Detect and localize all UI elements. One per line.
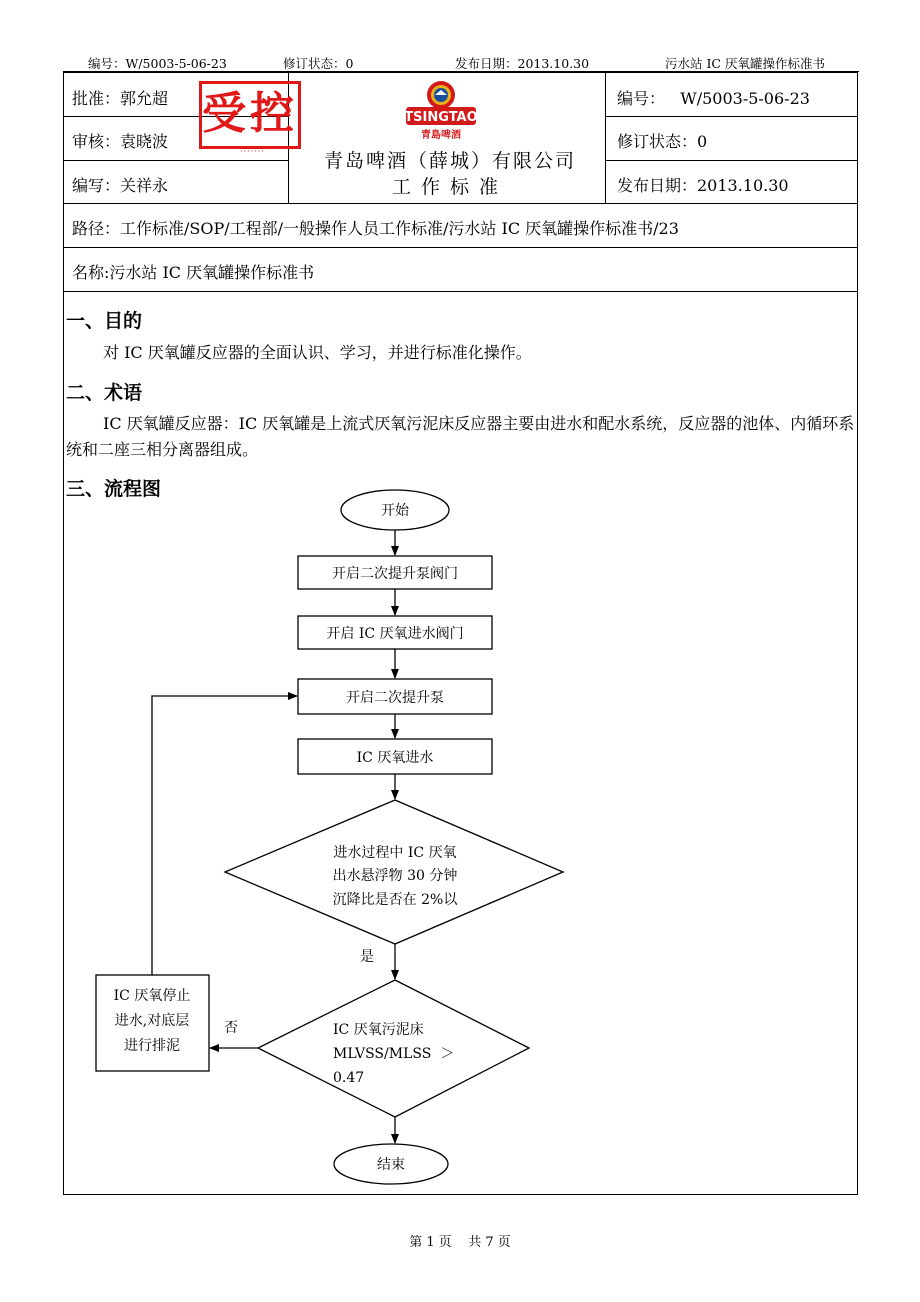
section-3-title: 三、流程图 <box>66 478 162 500</box>
flow-step4-label: IC 厌氧进水 <box>356 750 434 766</box>
write-cell: 编写：关祥永 <box>72 176 169 195</box>
flow-step1-label: 开启二次提升泵阀门 <box>332 566 458 582</box>
header-doc-title: 污水站 IC 厌氧罐操作标准书 <box>665 56 825 71</box>
flow-decision1-line1: 进水过程中 IC 厌氧 <box>333 845 457 861</box>
date-cell: 发布日期：2013.10.30 <box>617 176 789 195</box>
header-code: 编号：W/5003-5-06-23 <box>88 56 227 71</box>
flow-side-line1: IC 厌氧停止 <box>113 988 191 1004</box>
revision-cell: 修订状态：0 <box>617 132 708 151</box>
company-name: 青岛啤酒（薛城）有限公司 <box>323 150 576 172</box>
header-revision: 修订状态：0 <box>283 56 354 71</box>
controlled-stamp: 受控 <box>199 81 301 149</box>
flow-decision1-line2: 出水悬浮物 30 分钟 <box>332 868 458 884</box>
flow-yes-label: 是 <box>360 949 374 965</box>
standard-label: 工作标准 <box>391 176 508 198</box>
section-2-title: 二、术语 <box>66 382 143 404</box>
flow-step3-label: 开启二次提升泵 <box>346 690 444 706</box>
flow-end-label: 结束 <box>377 1157 405 1173</box>
review-cell: 审核：袁晓波 <box>72 132 169 151</box>
page-footer: 第 1 页 共 7 页 <box>409 1235 511 1250</box>
header-date: 发布日期：2013.10.30 <box>455 56 590 71</box>
stamp-dots: ······· <box>240 147 265 156</box>
section-2-text: IC 厌氧罐反应器：IC 厌氧罐是上流式厌氧污泥床反应器主要由进水和配水系统，反应器的池体、内循环系统和二座三相分离器组成。 <box>66 414 855 459</box>
logo-brand-text: TSINGTAO <box>404 110 478 125</box>
section-1-text: 对 IC 厌氧罐反应器的全面认识、学习，并进行标准化操作。 <box>103 343 532 362</box>
flow-start-label: 开始 <box>381 503 409 519</box>
flow-decision2-line2: MLVSS/MLSS ＞ <box>333 1046 455 1062</box>
flow-no-label: 否 <box>224 1020 238 1036</box>
flow-decision2-line3: 0.47 <box>333 1070 365 1086</box>
flow-decision1-line3: 沉降比是否在 2%以 <box>332 892 458 908</box>
flow-step2-label: 开启 IC 厌氧进水阀门 <box>326 626 464 642</box>
name-cell: 名称:污水站 IC 厌氧罐操作标准书 <box>72 263 315 282</box>
logo-sub-text: 青島啤酒 <box>421 130 461 141</box>
flow-side-line2: 进水,对底层 <box>114 1013 190 1029</box>
flow-loop-arrow <box>152 696 297 975</box>
code-cell: 编号： W/5003-5-06-23 <box>617 89 810 108</box>
flow-decision2-line1: IC 厌氧污泥床 <box>333 1022 424 1038</box>
path-cell: 路径：工作标准/SOP/工程部/一般操作人员工作标准/污水站 IC 厌氧罐操作标准书/23 <box>72 219 679 238</box>
flow-side-line3: 进行排泥 <box>124 1038 180 1054</box>
section-1-title: 一、目的 <box>66 310 143 332</box>
approve-cell: 批准：郭允超 <box>72 89 169 108</box>
